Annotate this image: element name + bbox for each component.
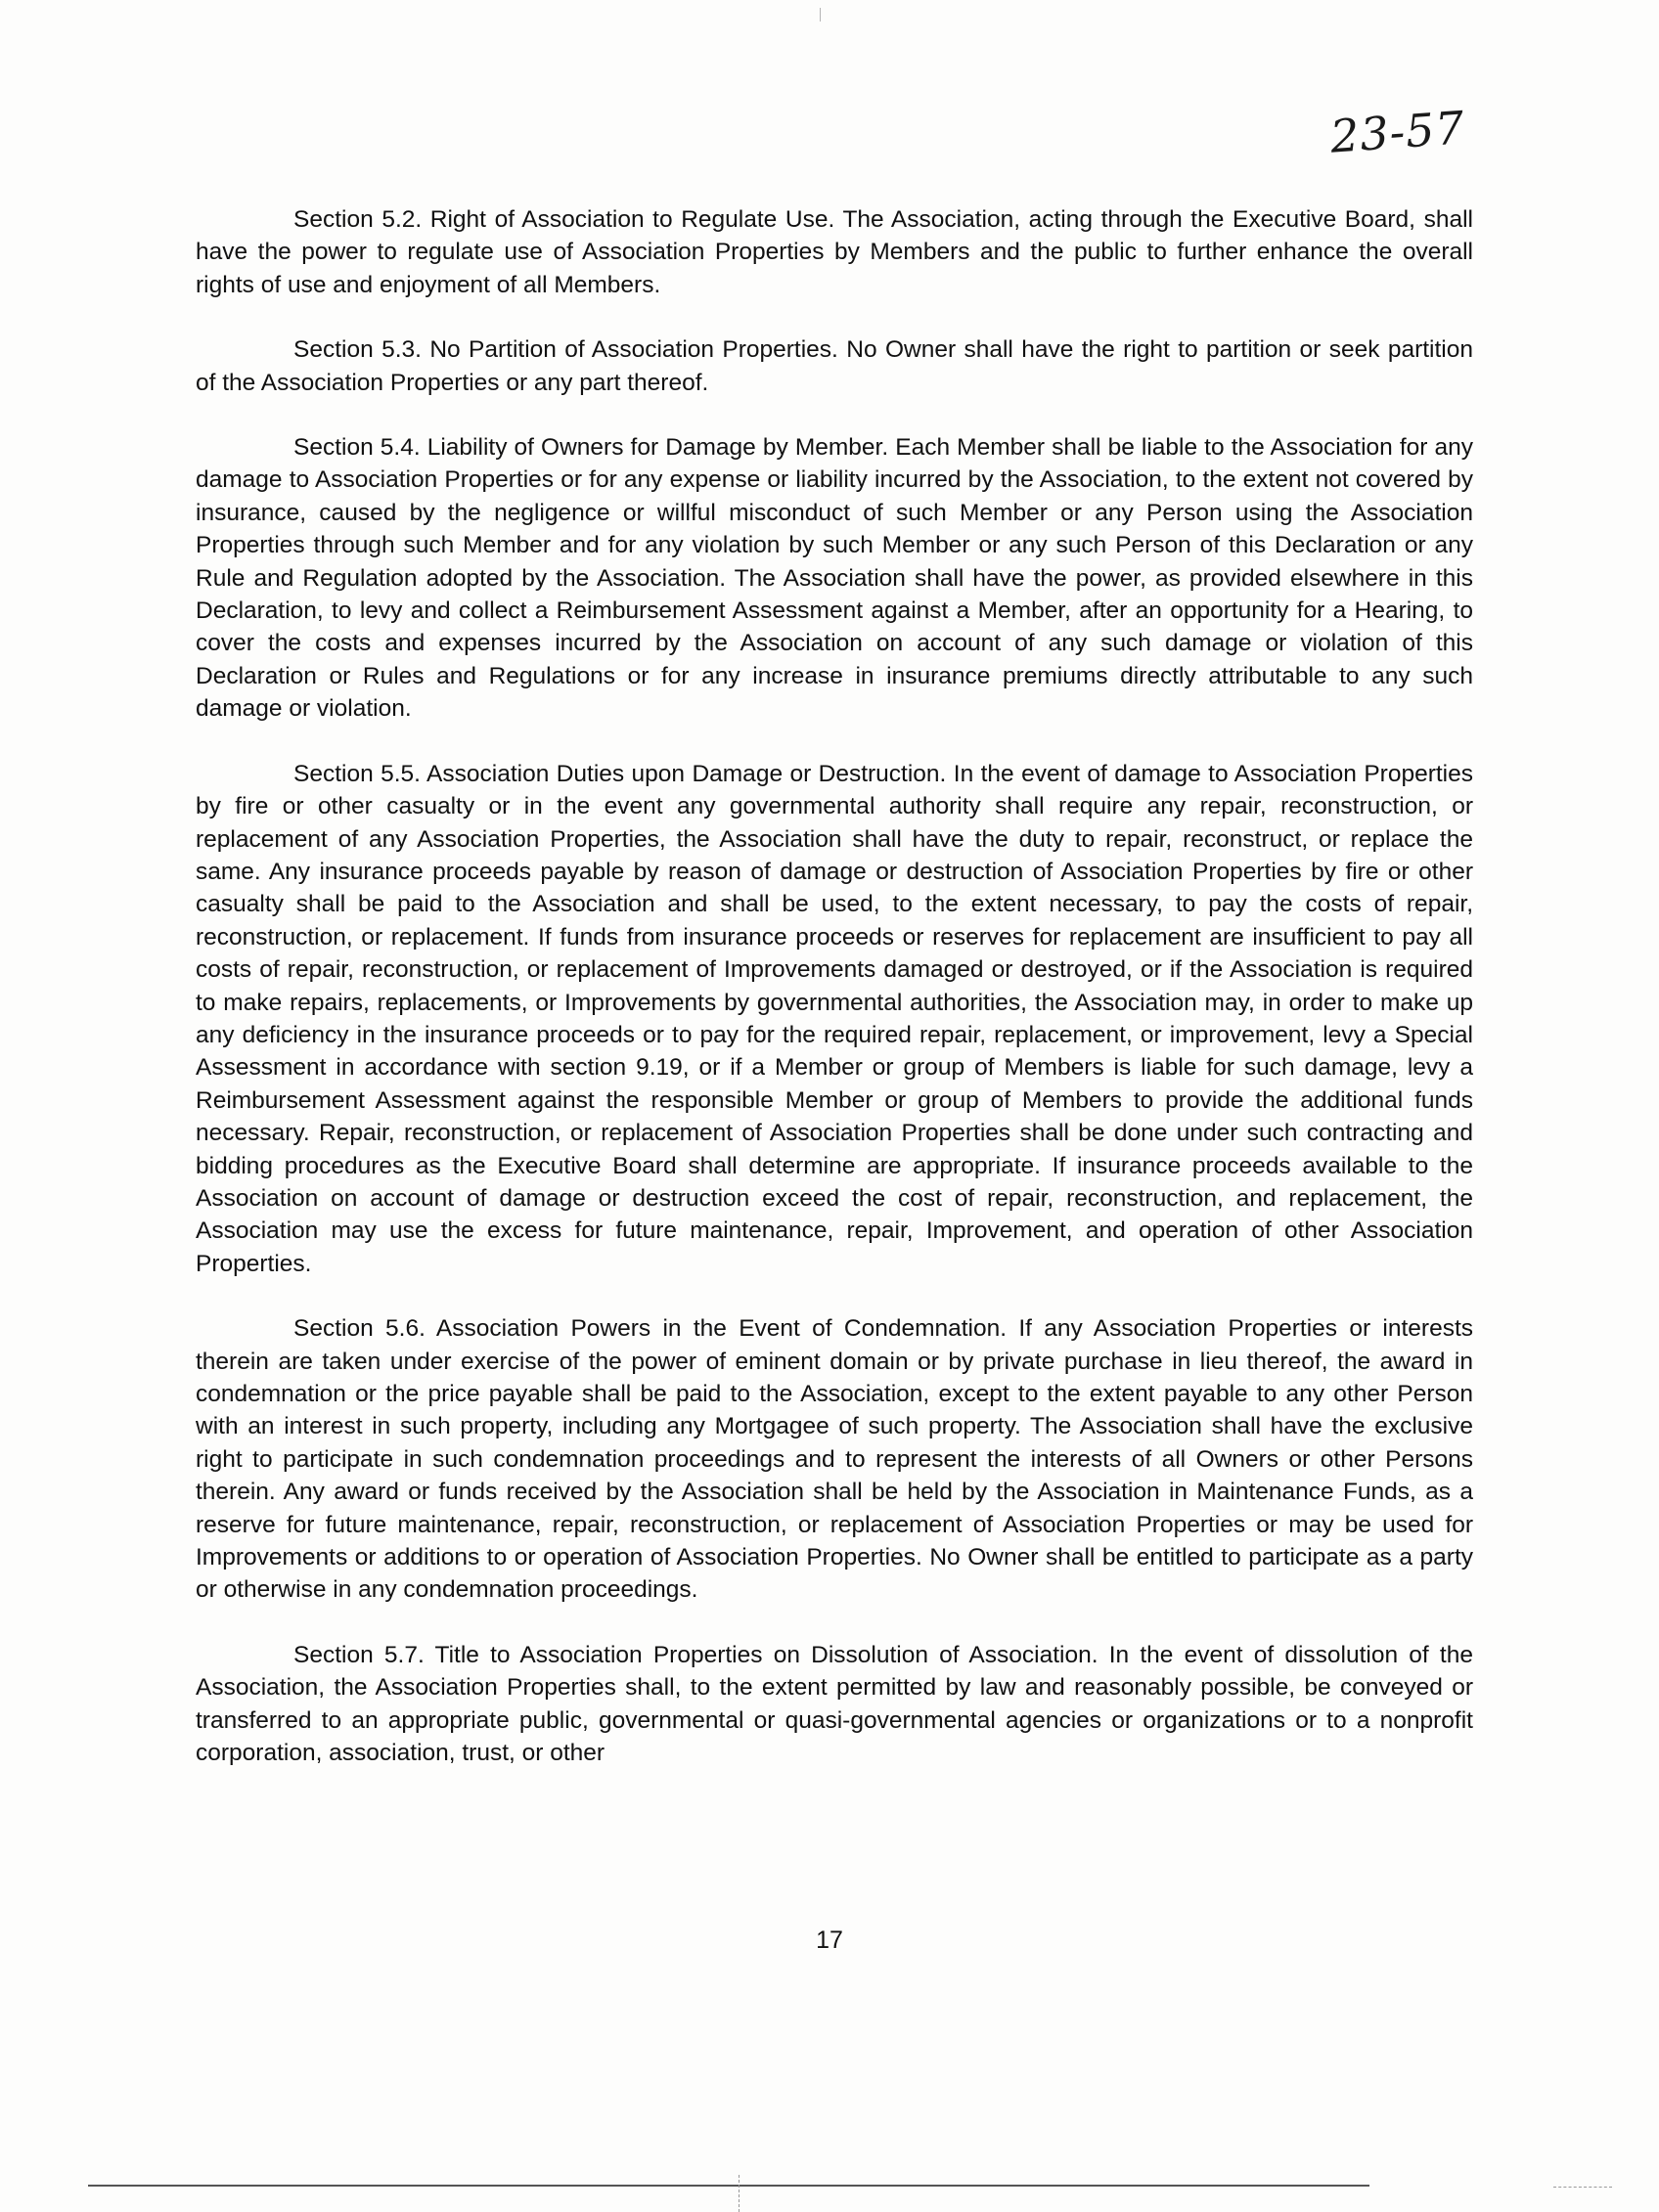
page-bottom-rule	[88, 2185, 1369, 2187]
scan-artifact	[739, 2175, 740, 2212]
document-body	[196, 203, 1473, 1801]
section-5-4	[196, 431, 1473, 726]
section-text: In the event of damage to Association Properties by fire or other casualty or in the event any governmental authority shall require any repair, reconstruction, or replacement of any Association Properties, the Association shall have the duty to repair, reconstruct, or replace the same. Any insurance proceeds payable by reason of damage or destruction of Association Properties by fire or other casualty shall be paid to the Association and shall be used, to the extent necessary, to pay the costs of repair, reconstruction, or replacement. If funds from insurance proceeds or reserves for replacement are insufficient to pay all costs of repair, reconstruction, or replacement of Improvements damaged or destroyed, or if the Association is required to make repairs, replacements, or Improvements by governmental authorities, the Association may, in order to make up any deficiency in the insurance proceeds or to pay for the required repair, replacement, or improvement, levy a Special Assessment in accordance with section 9.19, or if a Member or group of Members is liable for such damage, levy a Reimbursement Assessment against the responsible Member or group of Members to provide the additional funds necessary. Repair, reconstruction, or replacement of Association Properties shall be done under such contracting and bidding procedures as the Executive Board shall determine are appropriate. If insurance proceeds available to the Association on account of damage or destruction exceed the cost of repair, reconstruction, and replacement, the Association may use the excess for future maintenance, repair, Improvement, and operation of other Association Properties.	[196, 760, 1473, 1277]
scan-artifact	[820, 8, 821, 22]
page-number: 17	[816, 1926, 843, 1954]
section-text: In the event of dissolution of the Association, the Association Properties shall, to the extent permitted by law and reasonably possible, be conveyed or transferred to an appropriate public, governmental or quasi-governmental agencies or organizations or to a nonprofit corporation, association, trust, or other	[196, 1641, 1473, 1767]
section-heading: Section 5.3. No Partition of Association Properties.	[293, 336, 838, 364]
section-heading: Section 5.7. Title to Association Properties on Dissolution of Association.	[293, 1641, 1099, 1668]
section-5-7	[196, 1639, 1473, 1770]
section-text: No Owner shall have the right to partition or seek partition of the Association Properties or any part thereof.	[196, 336, 1473, 396]
section-heading: Section 5.2. Right of Association to Regulate Use.	[293, 206, 835, 233]
section-text: The Association, acting through the Executive Board, shall have the power to regulate use of Association Properties by Members and the public to further enhance the overall rights of use and enjoyment of all Members.	[196, 206, 1473, 298]
section-heading: Section 5.4. Liability of Owners for Damage by Member.	[293, 434, 889, 462]
section-5-6	[196, 1312, 1473, 1607]
section-5-2	[196, 203, 1473, 301]
section-5-3	[196, 333, 1473, 399]
scan-artifact	[1553, 2187, 1612, 2188]
section-heading: Section 5.6. Association Powers in the Event of Condemnation.	[293, 1315, 1008, 1343]
section-text: Each Member shall be liable to the Association for any damage to Association Properties or for any expense or liability incurred by the Association, to the extent not covered by insurance, caused by the negligence or willful misconduct of such Member or any Person using the Association Properties through such Member and for any violation by such Member or any such Person of this Declaration or any Rule and Regulation adopted by the Association. The Association shall have the power, as provided elsewhere in this Declaration, to levy and collect a Reimbursement Assessment against a Member, after an opportunity for a Hearing, to cover the costs and expenses incurred by the Association on account of any such damage or violation of this Declaration or Rules and Regulations or for any increase in insurance premiums directly attributable to any such damage or violation.	[196, 434, 1474, 723]
section-5-5	[196, 758, 1473, 1281]
handwritten-page-reference: 23-57	[1328, 101, 1467, 163]
section-heading: Section 5.5. Association Duties upon Damage or Destruction.	[293, 760, 947, 787]
section-text: If any Association Properties or interests therein are taken under exercise of the power of eminent domain or by private purchase in lieu thereof, the award in condemnation or the price payable shall be paid to the Association, except to the extent payable to any other Person with an interest in such property, including any Mortgagee of such property. The Association shall have the exclusive right to participate in such condemnation proceedings and to represent the interests of all Owners or other Persons therein. Any award or funds received by the Association shall be held by the Association in Maintenance Funds, as a reserve for future maintenance, repair, reconstruction, or replacement of Association Properties or may be used for Improvements or additions to or operation of Association Properties. No Owner shall be entitled to participate as a party or otherwise in any condemnation proceedings.	[196, 1315, 1474, 1604]
